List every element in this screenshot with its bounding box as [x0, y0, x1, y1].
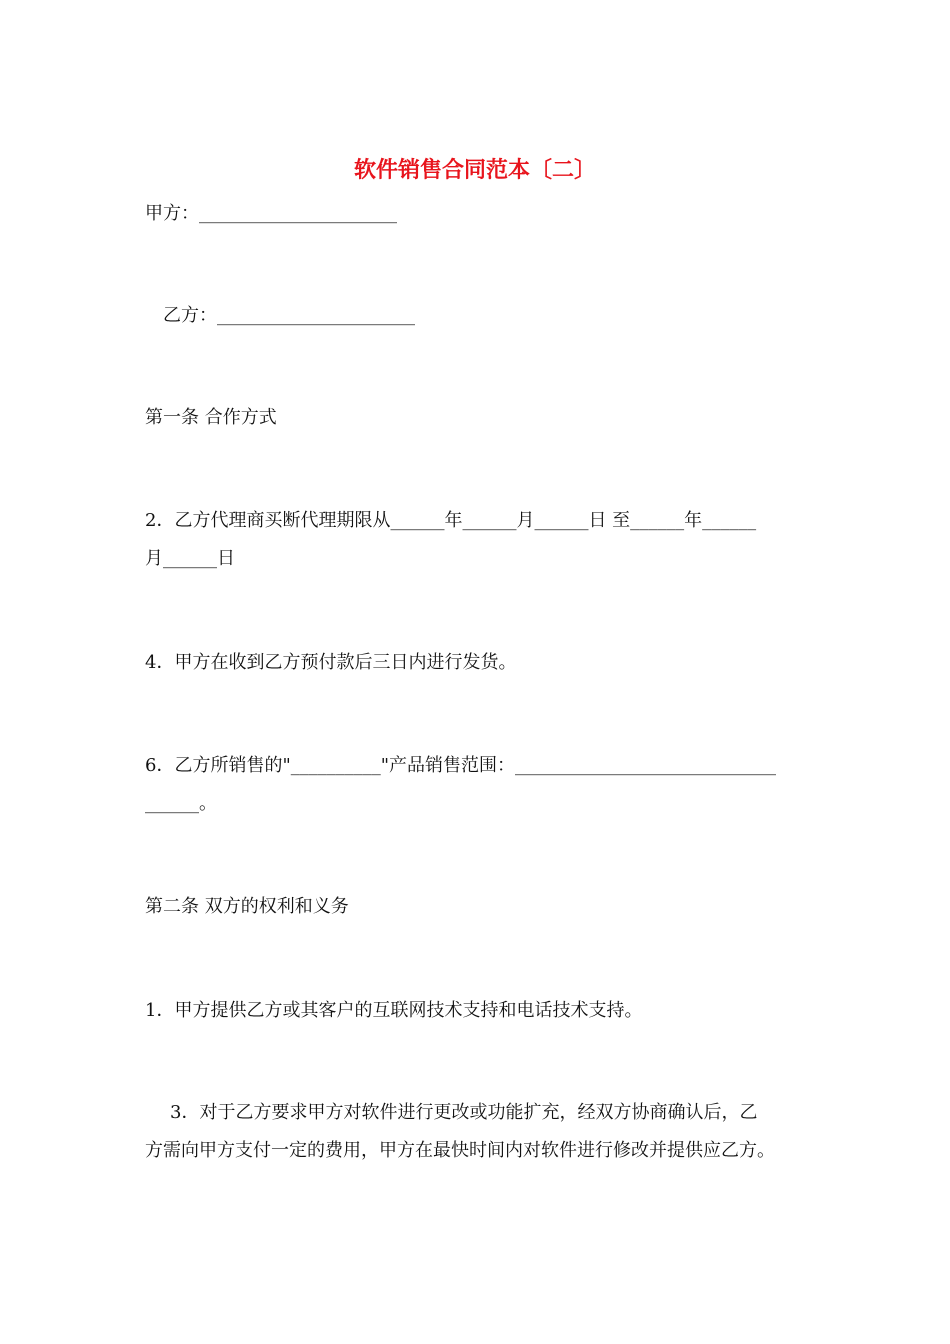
- item-6-line-2: ______。: [145, 793, 217, 814]
- article-2-heading: 第二条 双方的权利和义务: [145, 896, 349, 917]
- party-a-line: 甲方：______________________: [145, 203, 397, 224]
- item-4-line: 4．甲方在收到乙方预付款后三日内进行发货。: [145, 652, 517, 673]
- right-3-line-2: 方需向甲方支付一定的费用，甲方在最快时间内对软件进行修改并提供应乙方。: [145, 1140, 775, 1161]
- document-title: 软件销售合同范本〔二〕: [353, 157, 596, 183]
- party-b-line: 乙方：______________________: [163, 305, 415, 326]
- right-1-line: 1．甲方提供乙方或其客户的互联网技术支持和电话技术支持。: [145, 1000, 643, 1021]
- article-1-heading: 第一条 合作方式: [145, 407, 277, 428]
- item-6-line-1: 6．乙方所销售的"__________"产品销售范围：_____________________________: [145, 755, 777, 776]
- right-3-line-1: 3．对于乙方要求甲方对软件进行更改或功能扩充，经双方协商确认后，乙: [170, 1102, 758, 1123]
- item-2-line-1: 2．乙方代理商买断代理期限从______年______月______日 至______年______: [145, 510, 757, 531]
- item-2-line-2: 月______日: [145, 548, 235, 569]
